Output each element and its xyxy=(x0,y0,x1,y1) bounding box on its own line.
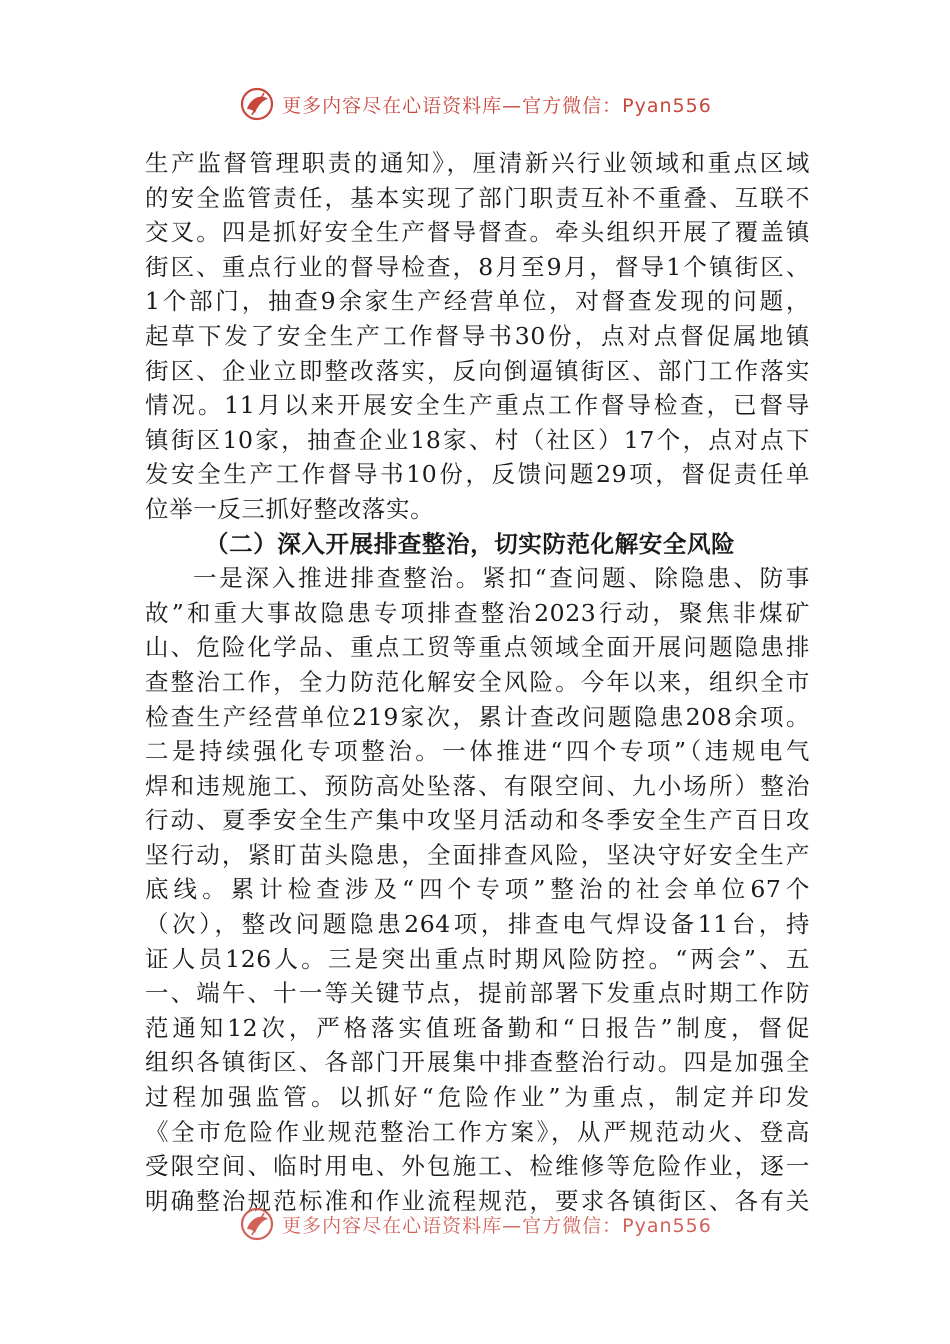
text-line: 底线。累计检查涉及“四个专项”整治的社会单位67个 xyxy=(145,875,810,904)
text-line: 查整治工作，全力防范化解安全风险。今年以来，组织全市 xyxy=(145,667,810,696)
text-line: 组织各镇街区、各部门开展集中排查整治行动。四是加强全 xyxy=(145,1048,810,1077)
text-line: 位举一反三抓好整改落实。 xyxy=(145,494,435,523)
text-line: 一是深入推进排查整治。紧扣“查问题、除隐患、防事 xyxy=(193,564,810,593)
text-line: 检查生产经营单位219家次，累计查改问题隐患208余项。 xyxy=(145,702,810,731)
text-line: 焊和违规施工、预防高处坠落、有限空间、九小场所）整治 xyxy=(145,771,810,800)
text-line: 证人员126人。三是突出重点时期风险防控。“两会”、五 xyxy=(145,944,810,973)
text-line: 发安全生产工作督导书10份，反馈问题29项，督促责任单 xyxy=(145,460,810,489)
text-line: 过程加强监管。以抓好“危险作业”为重点，制定并印发 xyxy=(145,1083,810,1112)
text-line: 的安全监管责任，基本实现了部门职责互补不重叠、互联不 xyxy=(145,183,810,212)
text-line: 《全市危险作业规范整治工作方案》，从严规范动火、登高 xyxy=(145,1117,810,1146)
text-line: 坚行动，紧盯苗头隐患，全面排查风险，坚决守好安全生产 xyxy=(145,840,810,869)
text-line: （次），整改问题隐患264项，排查电气焊设备11台，持 xyxy=(145,910,810,939)
text-line: 行动、夏季安全生产集中攻坚月活动和冬季安全生产百日攻 xyxy=(145,806,810,835)
brand-logo-icon xyxy=(238,85,276,123)
text-line: 受限空间、临时用电、外包施工、检维修等危险作业，逐一 xyxy=(145,1152,810,1181)
text-line: 街区、企业立即整改落实，反向倒逼镇街区、部门工作落实 xyxy=(145,356,810,385)
text-line: 二是持续强化专项整治。一体推进“四个专项”（违规电气 xyxy=(145,737,810,766)
text-line: 街区、重点行业的督导检查，8月至9月，督导1个镇街区、 xyxy=(145,252,810,281)
watermark-footer xyxy=(0,1204,950,1244)
watermark-text: 更多内容尽在心语资料库—官方微信：Pyan556 xyxy=(282,94,712,117)
text-line: 故”和重大事故隐患专项排查整治2023行动，聚焦非煤矿 xyxy=(145,598,810,627)
document-body xyxy=(145,146,810,1216)
text-line: 1个部门，抽查9余家生产经营单位，对督查发现的问题， xyxy=(145,287,810,316)
text-line: 一、端午、十一等关键节点，提前部署下发重点时期工作防 xyxy=(145,979,810,1008)
text-line: 生产监督管理职责的通知》，厘清新兴行业领域和重点区域 xyxy=(145,149,810,177)
text-line: 交叉。四是抓好安全生产督导督查。牵头组织开展了覆盖镇 xyxy=(145,218,810,247)
text-line: 起草下发了安全生产工作督导书30份，点对点督促属地镇 xyxy=(145,321,810,350)
watermark-header xyxy=(0,84,950,124)
text-line: 山、危险化学品、重点工贸等重点领域全面开展问题隐患排 xyxy=(145,633,810,662)
text-line: 镇街区10家，抽查企业18家、村（社区）17个，点对点下 xyxy=(145,425,810,454)
text-line: 范通知12次，严格落实值班备勤和“日报告”制度，督促 xyxy=(145,1013,810,1042)
watermark-text: 更多内容尽在心语资料库—官方微信：Pyan556 xyxy=(282,1214,712,1237)
brand-logo-icon xyxy=(238,1205,276,1243)
section-heading: （二）深入开展排查整治，切实防范化解安全风险 xyxy=(205,529,736,558)
text-line: 明确整治规范标准和作业流程规范，要求各镇街区、各有关 xyxy=(145,1186,810,1215)
text-line: 情况。11月以来开展安全生产重点工作督导检查，已督导 xyxy=(145,391,810,420)
